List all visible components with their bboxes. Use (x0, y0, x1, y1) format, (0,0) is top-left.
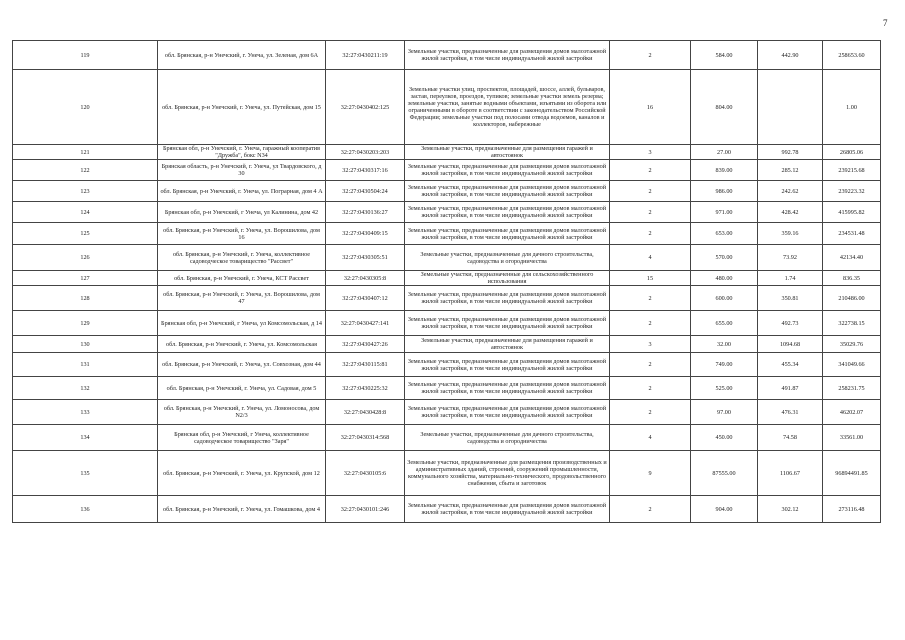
cadastral-number-cell: 32:27:0430409:15 (326, 223, 405, 245)
area-cell: 655.00 (691, 311, 758, 336)
table-row (13, 245, 881, 271)
land-use-cell: Земельные участки, предназначенные для размещения домов малоэтажной жилой застройки, в том числе индивидуальной жилой застройки (405, 496, 610, 523)
address-cell: Брянская обл, р-н Унечский, г. Унеча, гаражный кооператив "Дружба", бокс N34 (158, 145, 326, 160)
row-number-cell: 132 (13, 377, 158, 400)
address-cell: Брянская обл, р-н Унечский, г Унеча, ул Калинина, дом 42 (158, 202, 326, 223)
address-cell: обл. Брянская, р-н Унечский, г. Унеча, ул. Зеленая, дом 6А (158, 41, 326, 70)
address-cell: обл. Брянская, р-н Унечский, г. Унеча, ул. Пограрная, дом 4 А (158, 181, 326, 202)
group-number-cell: 9 (610, 451, 691, 496)
address-cell: обл. Брянская, р-н Унечский, г. Унеча, КСТ Рассвет (158, 271, 326, 286)
area-cell: 804.00 (691, 70, 758, 145)
row-number-cell: 119 (13, 41, 158, 70)
area-cell: 525.00 (691, 377, 758, 400)
address-cell: обл. Брянская, р-н Унечский, г. Унеча, ул. Садовая, дом 5 (158, 377, 326, 400)
cadastral-value-cell: 341049.66 (823, 353, 881, 377)
table-row (13, 425, 881, 451)
specific-value-cell: 285.12 (758, 160, 823, 181)
group-number-cell: 2 (610, 41, 691, 70)
row-number-cell: 131 (13, 353, 158, 377)
cadastral-number-cell: 32:27:0430105:6 (326, 451, 405, 496)
area-cell: 839.00 (691, 160, 758, 181)
land-use-cell: Земельные участки, предназначенные для размещения домов малоэтажной жилой застройки, в том числе индивидуальной жилой застройки (405, 223, 610, 245)
table-row (13, 223, 881, 245)
table-row (13, 311, 881, 336)
area-cell: 584.00 (691, 41, 758, 70)
land-use-cell: Земельные участки, предназначенные для размещения домов малоэтажной жилой застройки, в том числе индивидуальной жилой застройки (405, 353, 610, 377)
group-number-cell: 2 (610, 353, 691, 377)
specific-value-cell (758, 70, 823, 145)
row-number-cell: 130 (13, 336, 158, 353)
area-cell: 986.00 (691, 181, 758, 202)
cadastral-number-cell: 32:27:0430428:8 (326, 400, 405, 425)
group-number-cell: 2 (610, 286, 691, 311)
row-number-cell: 135 (13, 451, 158, 496)
area-cell: 600.00 (691, 286, 758, 311)
table-row (13, 353, 881, 377)
row-number-cell: 124 (13, 202, 158, 223)
group-number-cell: 2 (610, 400, 691, 425)
cadastral-number-cell: 32:27:0430402:125 (326, 70, 405, 145)
land-use-cell: Земельные участки улиц, проспектов, площадей, шоссе, аллей, бульваров, застав, переулков, проездов, тупиков; земельные участки земель резерва; земельные участки, занятые водными объектами, изъятыми из оборота или ограниченными в обороте в соответствии с законодательством Российской Федерации; земельные участки под полосами отвода водоемов, каналов и коллекторов, набережные (405, 70, 610, 145)
group-number-cell: 2 (610, 160, 691, 181)
cadastral-value-cell: 1.00 (823, 70, 881, 145)
area-cell: 32.00 (691, 336, 758, 353)
land-use-cell: Земельные участки, предназначенные для размещения домов малоэтажной жилой застройки, в том числе индивидуальной жилой застройки (405, 181, 610, 202)
cadastral-value-cell: 415995.82 (823, 202, 881, 223)
table-row (13, 181, 881, 202)
group-number-cell: 3 (610, 336, 691, 353)
address-cell: обл. Брянская, р-н Унечский, г. Унеча, ул. Совхозная, дом 44 (158, 353, 326, 377)
specific-value-cell: 1.74 (758, 271, 823, 286)
address-cell: обл. Брянская, р-н Унечский, г. Унеча, ул. Крупской, дом 12 (158, 451, 326, 496)
group-number-cell: 2 (610, 223, 691, 245)
row-number-cell: 123 (13, 181, 158, 202)
area-cell: 971.00 (691, 202, 758, 223)
cadastral-number-cell: 32:27:0430305:8 (326, 271, 405, 286)
specific-value-cell: 350.81 (758, 286, 823, 311)
group-number-cell: 2 (610, 202, 691, 223)
area-cell: 653.00 (691, 223, 758, 245)
area-cell: 450.00 (691, 425, 758, 451)
specific-value-cell: 73.92 (758, 245, 823, 271)
group-number-cell: 3 (610, 145, 691, 160)
row-number-cell: 134 (13, 425, 158, 451)
address-cell: Брянская обл, р-н Унечский, г Унеча, коллективное садоводческое товарищество "Заря" (158, 425, 326, 451)
cadastral-value-cell: 836.35 (823, 271, 881, 286)
group-number-cell: 2 (610, 377, 691, 400)
table-row (13, 271, 881, 286)
row-number-cell: 128 (13, 286, 158, 311)
land-use-cell: Земельные участки, предназначенные для размещения домов малоэтажной жилой застройки, в том числе индивидуальной жилой застройки (405, 202, 610, 223)
specific-value-cell: 492.73 (758, 311, 823, 336)
row-number-cell: 126 (13, 245, 158, 271)
cadastral-value-cell: 258653.60 (823, 41, 881, 70)
land-use-cell: Земельные участки, предназначенные для размещения домов малоэтажной жилой застройки, в том числе индивидуальной жилой застройки (405, 160, 610, 181)
specific-value-cell: 1106.67 (758, 451, 823, 496)
land-use-cell: Земельные участки, предназначенные для размещения домов малоэтажной жилой застройки, в том числе индивидуальной жилой застройки (405, 286, 610, 311)
cadastral-number-cell: 32:27:0430317:16 (326, 160, 405, 181)
cadastral-number-cell: 32:27:0430427:26 (326, 336, 405, 353)
table-row (13, 70, 881, 145)
specific-value-cell: 242.62 (758, 181, 823, 202)
specific-value-cell: 302.12 (758, 496, 823, 523)
area-cell: 749.00 (691, 353, 758, 377)
table-row (13, 202, 881, 223)
address-cell: обл. Брянская, р-н Унечский, г. Унеча, ул. Гомашкова, дом 4 (158, 496, 326, 523)
row-number-cell: 121 (13, 145, 158, 160)
row-number-cell: 125 (13, 223, 158, 245)
cadastral-value-cell: 273116.48 (823, 496, 881, 523)
land-use-cell: Земельные участки, предназначенные для размещения домов малоэтажной жилой застройки, в том числе индивидуальной жилой застройки (405, 377, 610, 400)
land-use-cell: Земельные участки, предназначенные для размещения домов малоэтажной жилой застройки, в том числе индивидуальной жилой застройки (405, 311, 610, 336)
area-cell: 27.00 (691, 145, 758, 160)
group-number-cell: 4 (610, 425, 691, 451)
specific-value-cell: 992.78 (758, 145, 823, 160)
cadastral-value-cell: 258231.75 (823, 377, 881, 400)
specific-value-cell: 455.34 (758, 353, 823, 377)
area-cell: 570.00 (691, 245, 758, 271)
table-body (13, 41, 881, 523)
row-number-cell: 127 (13, 271, 158, 286)
group-number-cell: 16 (610, 70, 691, 145)
cadastral-value-cell: 42134.40 (823, 245, 881, 271)
land-use-cell: Земельные участки, предназначенные для размещения гаражей и автостоянок (405, 145, 610, 160)
cadastral-number-cell: 32:27:0430427:141 (326, 311, 405, 336)
cadastral-value-cell: 239215.68 (823, 160, 881, 181)
specific-value-cell: 74.58 (758, 425, 823, 451)
cadastral-number-cell: 32:27:0430305:51 (326, 245, 405, 271)
row-number-cell: 120 (13, 70, 158, 145)
land-use-cell: Земельные участки, предназначенные для размещения производственных и административных зданий, строений, сооружений промышленности, коммунального хозяйства, материально-технического, продовольственного снабжения, сбыта и заготовок (405, 451, 610, 496)
specific-value-cell: 491.87 (758, 377, 823, 400)
land-use-cell: Земельные участки, предназначенные для дачного строительства, садоводства и огородничества (405, 245, 610, 271)
cadastral-value-cell: 210486.00 (823, 286, 881, 311)
table-row (13, 145, 881, 160)
page-number: 7 (883, 18, 888, 28)
address-cell: обл. Брянская, р-н Унечский, г. Унеча, ул. Ломоносова, дом N2/3 (158, 400, 326, 425)
specific-value-cell: 1094.68 (758, 336, 823, 353)
land-use-cell: Земельные участки, предназначенные для сельскохозяйственного использования (405, 271, 610, 286)
address-cell: обл. Брянская, р-н Унечский, г. Унеча, коллективное садоводческое товарищество "Рассвет" (158, 245, 326, 271)
cadastral-value-cell: 96894491.85 (823, 451, 881, 496)
cadastral-number-cell: 32:27:0430115:81 (326, 353, 405, 377)
table-row (13, 336, 881, 353)
cadastral-value-cell: 234531.48 (823, 223, 881, 245)
area-cell: 87555.00 (691, 451, 758, 496)
cadastral-number-cell: 32:27:0430314:568 (326, 425, 405, 451)
cadastral-value-cell: 239223.32 (823, 181, 881, 202)
specific-value-cell: 442.90 (758, 41, 823, 70)
cadastral-value-cell: 35029.76 (823, 336, 881, 353)
row-number-cell: 133 (13, 400, 158, 425)
specific-value-cell: 359.16 (758, 223, 823, 245)
address-cell: Брянская область, р-н Унечский, г. Унеча, ул Твардовского, д 30 (158, 160, 326, 181)
row-number-cell: 136 (13, 496, 158, 523)
cadastral-value-cell: 26805.06 (823, 145, 881, 160)
table-row (13, 286, 881, 311)
area-cell: 480.00 (691, 271, 758, 286)
address-cell: обл. Брянская, р-н Унечский, г. Унеча, ул. Ворошилова, дом 47 (158, 286, 326, 311)
cadastral-value-cell: 33561.00 (823, 425, 881, 451)
group-number-cell: 2 (610, 311, 691, 336)
table-row (13, 496, 881, 523)
cadastral-number-cell: 32:27:0430101:246 (326, 496, 405, 523)
specific-value-cell: 428.42 (758, 202, 823, 223)
land-use-cell: Земельные участки, предназначенные для размещения гаражей и автостоянок (405, 336, 610, 353)
cadastral-value-cell: 322738.15 (823, 311, 881, 336)
row-number-cell: 129 (13, 311, 158, 336)
group-number-cell: 2 (610, 496, 691, 523)
row-number-cell: 122 (13, 160, 158, 181)
cadastral-number-cell: 32:27:0430225:32 (326, 377, 405, 400)
area-cell: 97.00 (691, 400, 758, 425)
group-number-cell: 15 (610, 271, 691, 286)
group-number-cell: 2 (610, 181, 691, 202)
table-row (13, 160, 881, 181)
cadastral-value-cell: 46202.07 (823, 400, 881, 425)
area-cell: 904.00 (691, 496, 758, 523)
specific-value-cell: 476.31 (758, 400, 823, 425)
table-row (13, 400, 881, 425)
address-cell: обл. Брянская, р-н Унечский, г. Унеча, ул. Ворошилова, дом 16 (158, 223, 326, 245)
cadastral-value-table (12, 40, 881, 523)
land-use-cell: Земельные участки, предназначенные для размещения домов малоэтажной жилой застройки, в том числе индивидуальной жилой застройки (405, 41, 610, 70)
address-cell: обл. Брянская, р-н Унечский, г. Унеча, ул. Путейская, дом 15 (158, 70, 326, 145)
address-cell: Брянская обл, р-н Унечский, г Унеча, ул Комсомольская, д 14 (158, 311, 326, 336)
cadastral-number-cell: 32:27:0430211:19 (326, 41, 405, 70)
table-row (13, 41, 881, 70)
address-cell: обл. Брянская, р-н Унечский, г. Унеча, ул. Комсомольская (158, 336, 326, 353)
table-row (13, 451, 881, 496)
cadastral-number-cell: 32:27:0430504:24 (326, 181, 405, 202)
cadastral-number-cell: 32:27:0430136:27 (326, 202, 405, 223)
group-number-cell: 4 (610, 245, 691, 271)
land-use-cell: Земельные участки, предназначенные для размещения домов малоэтажной жилой застройки, в том числе индивидуальной жилой застройки (405, 400, 610, 425)
land-use-cell: Земельные участки, предназначенные для дачного строительства, садоводства и огородничества (405, 425, 610, 451)
cadastral-number-cell: 32:27:0430203:203 (326, 145, 405, 160)
cadastral-number-cell: 32:27:0430407:12 (326, 286, 405, 311)
table-row (13, 377, 881, 400)
